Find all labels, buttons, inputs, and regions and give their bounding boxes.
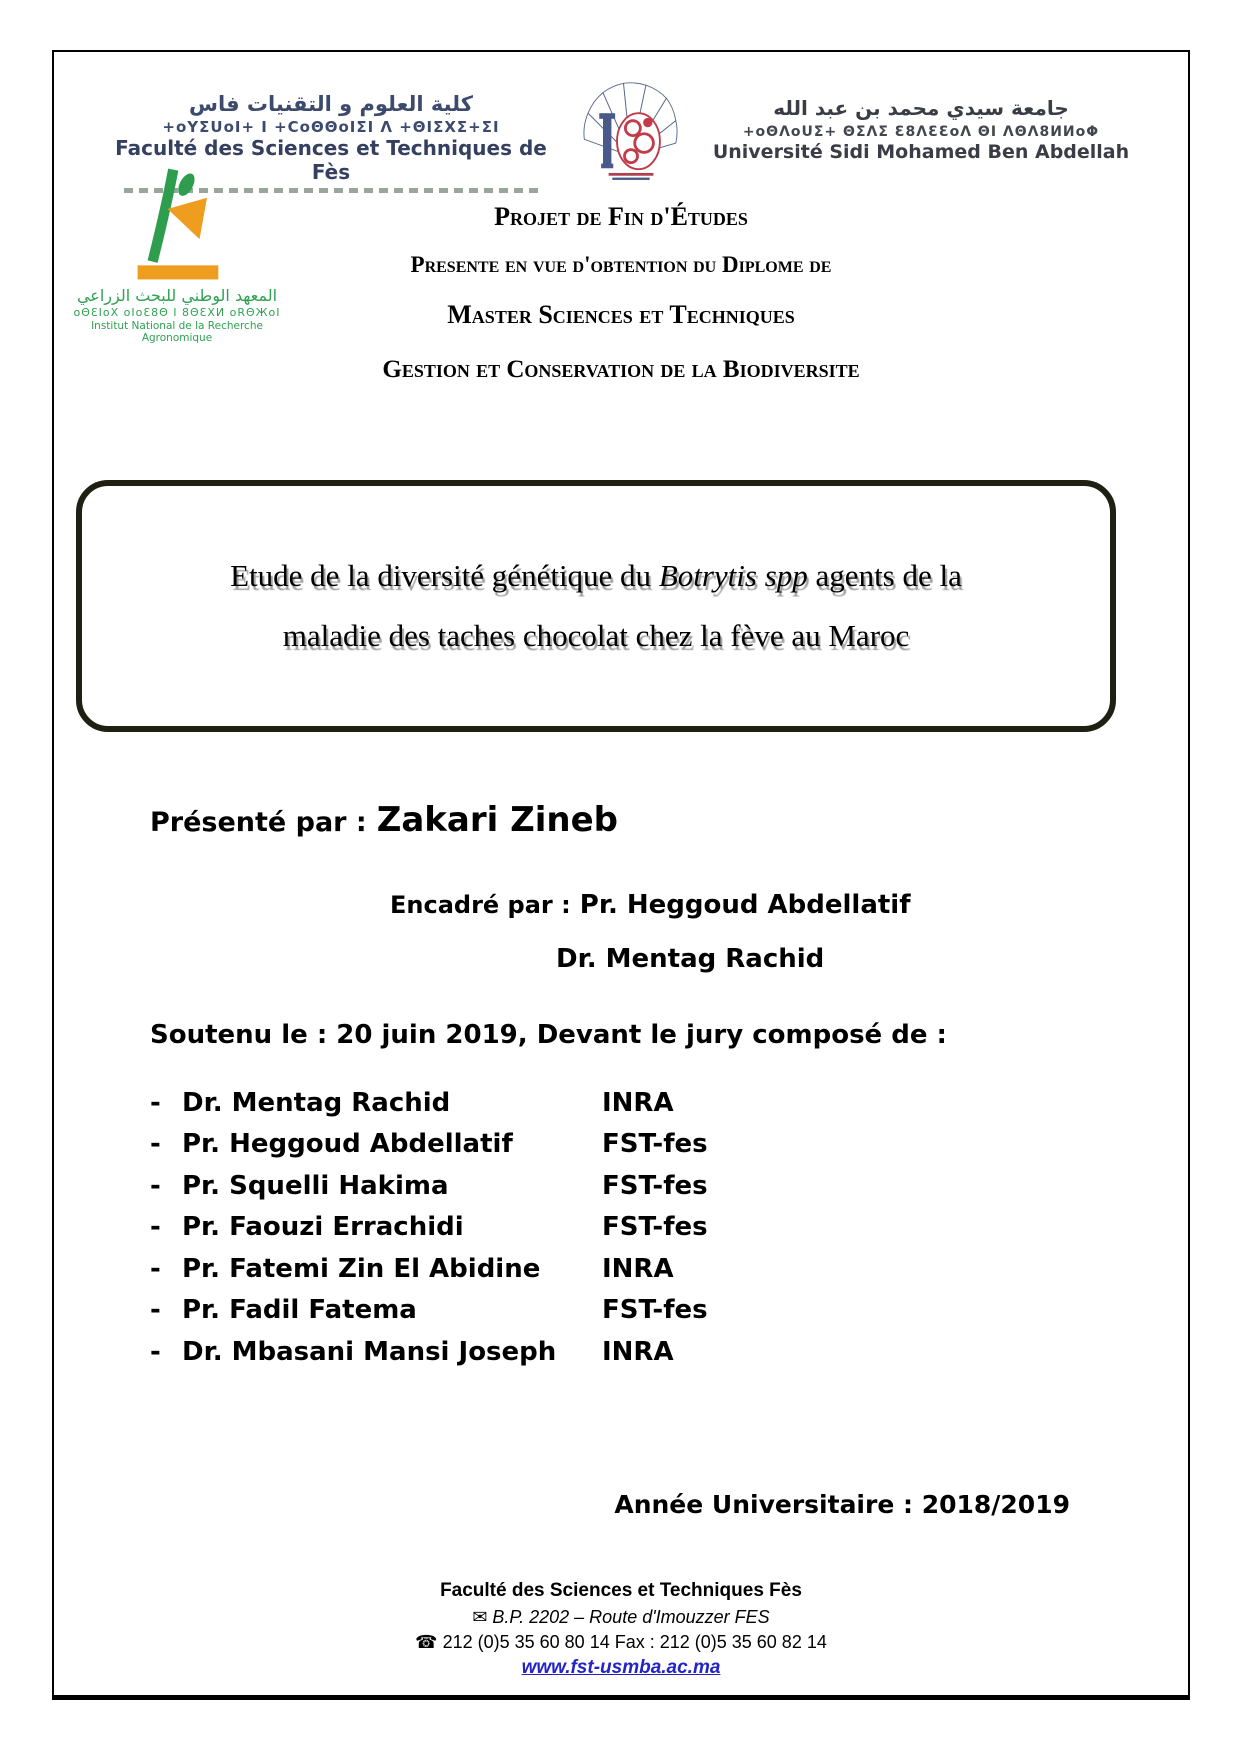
jury-bullet: - [150, 1253, 161, 1284]
thesis-title [200, 546, 992, 667]
jury-bullet: - [150, 1129, 161, 1160]
jury-member-affiliation: INRA [602, 1253, 674, 1284]
thesis-title-line2: maladie des taches chocolat chez la fève au Maroc [282, 618, 910, 653]
jury-member-row [150, 1082, 708, 1124]
academic-year: Année Universitaire : 2018/2019 [614, 1490, 1070, 1519]
jury-member-name: Pr. Faouzi Errachidi [182, 1212, 464, 1243]
jury-member-row [150, 1207, 708, 1249]
jury-member-row [150, 1290, 708, 1332]
thesis-title-part2: agents de la [807, 557, 962, 593]
jury-bullet: - [150, 1212, 161, 1243]
supervisor-2-row [556, 944, 824, 974]
university-name-tifinagh: +oΘΛoUΣ+ ΘΣΛΣ Ɛ8ΛƐƐoΛ ΘI ΛΘΛ8ИИoΦ [742, 124, 1100, 140]
jury-member-row [150, 1165, 708, 1207]
faculty-name-tifinagh: +oYΣUoI+ I +CoΘΘoIΣI Λ +ΘIΣXΣ+ΣI [162, 118, 500, 136]
envelope-icon: ✉ [472, 1607, 488, 1627]
footer-address: B.P. 2202 – Route d'Imouzzer FES [492, 1607, 770, 1627]
intro-block [54, 202, 1188, 384]
presented-by-row [150, 800, 618, 840]
supervisor-1-name: Pr. Heggoud Abdellatif [579, 890, 911, 920]
jury-member-name: Dr. Mentag Rachid [182, 1087, 451, 1118]
diploma-purpose: Presente en vue d'obtention du Diplome de [410, 252, 832, 277]
university-emblem-container [566, 74, 696, 186]
inra-name-arabic: المعهد الوطني للبحث الزراعي [76, 286, 278, 305]
defense-date-line: Soutenu le : 20 juin 2019, Devant le jury composé de : [150, 1020, 947, 1050]
supervised-by-row [390, 890, 911, 920]
jury-member-affiliation: FST-fes [602, 1170, 708, 1201]
footer-website-line [54, 1657, 1188, 1679]
jury-member-row [150, 1248, 708, 1290]
footer [54, 1580, 1188, 1679]
jury-member-name: Pr. Fadil Fatema [182, 1295, 417, 1326]
footer-address-line [54, 1607, 1188, 1628]
jury-member-name: Pr. Squelli Hakima [182, 1170, 449, 1201]
jury-bullet: - [150, 1170, 161, 1201]
university-header-block [696, 96, 1146, 163]
author-name: Zakari Zineb [376, 800, 619, 840]
footer-faculty-name: Faculté des Sciences et Techniques Fès [440, 1580, 802, 1601]
jury-member-affiliation: FST-fes [602, 1129, 708, 1160]
jury-member-affiliation: INRA [602, 1087, 674, 1118]
phone-icon: ☎ [415, 1632, 438, 1652]
supervisor-2-name: Dr. Mentag Rachid [556, 944, 825, 974]
jury-member-affiliation: FST-fes [602, 1212, 708, 1243]
university-name-french: Université Sidi Mohamed Ben Abdellah [712, 141, 1130, 163]
jury-member-affiliation: FST-fes [602, 1295, 708, 1326]
usmba-logo [575, 74, 687, 186]
inra-name-french: Institut National de la Recherche Agronomique [91, 320, 263, 344]
document-type: Projet de Fin d'Études [494, 202, 748, 231]
footer-phone-line [54, 1632, 1188, 1653]
jury-member-row [150, 1124, 708, 1166]
thesis-title-part1: Etude de la diversité génétique du [230, 557, 659, 593]
jury-member-row [150, 1331, 708, 1373]
jury-bullet: - [150, 1087, 161, 1118]
supervised-by-label: Encadré par : [390, 891, 571, 919]
presented-by-label: Présenté par : [150, 807, 367, 838]
footer-phone-fax: 212 (0)5 35 60 80 14 Fax : 212 (0)5 35 60 82 14 [442, 1632, 827, 1652]
specialty-name: Gestion et Conservation de la Biodiversite [382, 356, 860, 383]
faculty-name-arabic: كلية العلوم و التقنيات فاس [189, 92, 473, 116]
thesis-title-species-italic: Botrytis spp [658, 557, 808, 593]
jury-member-name: Pr. Heggoud Abdellatif [182, 1129, 513, 1160]
page-border-frame [52, 50, 1190, 1700]
jury-member-name: Pr. Fatemi Zin El Abidine [182, 1253, 541, 1284]
university-name-arabic: جامعة سيدي محمد بن عبد الله [773, 96, 1069, 120]
jury-member-name: Dr. Mbasani Mansi Joseph [182, 1336, 557, 1367]
jury-member-affiliation: INRA [602, 1336, 674, 1367]
jury-list [150, 1082, 708, 1373]
jury-bullet: - [150, 1336, 161, 1367]
inra-name-tifinagh: oΘƐIoX oIoƐ8Θ I 8ΘƐXИ oRΘЖoI [73, 306, 281, 319]
thesis-title-box [76, 480, 1116, 732]
jury-bullet: - [150, 1295, 161, 1326]
website-link[interactable]: www.fst-usmba.ac.ma [521, 1657, 721, 1678]
diploma-name: Master Sciences et Techniques [447, 300, 795, 329]
faculty-name-french: Faculté des Sciences et Techniques de Fès [115, 136, 547, 184]
